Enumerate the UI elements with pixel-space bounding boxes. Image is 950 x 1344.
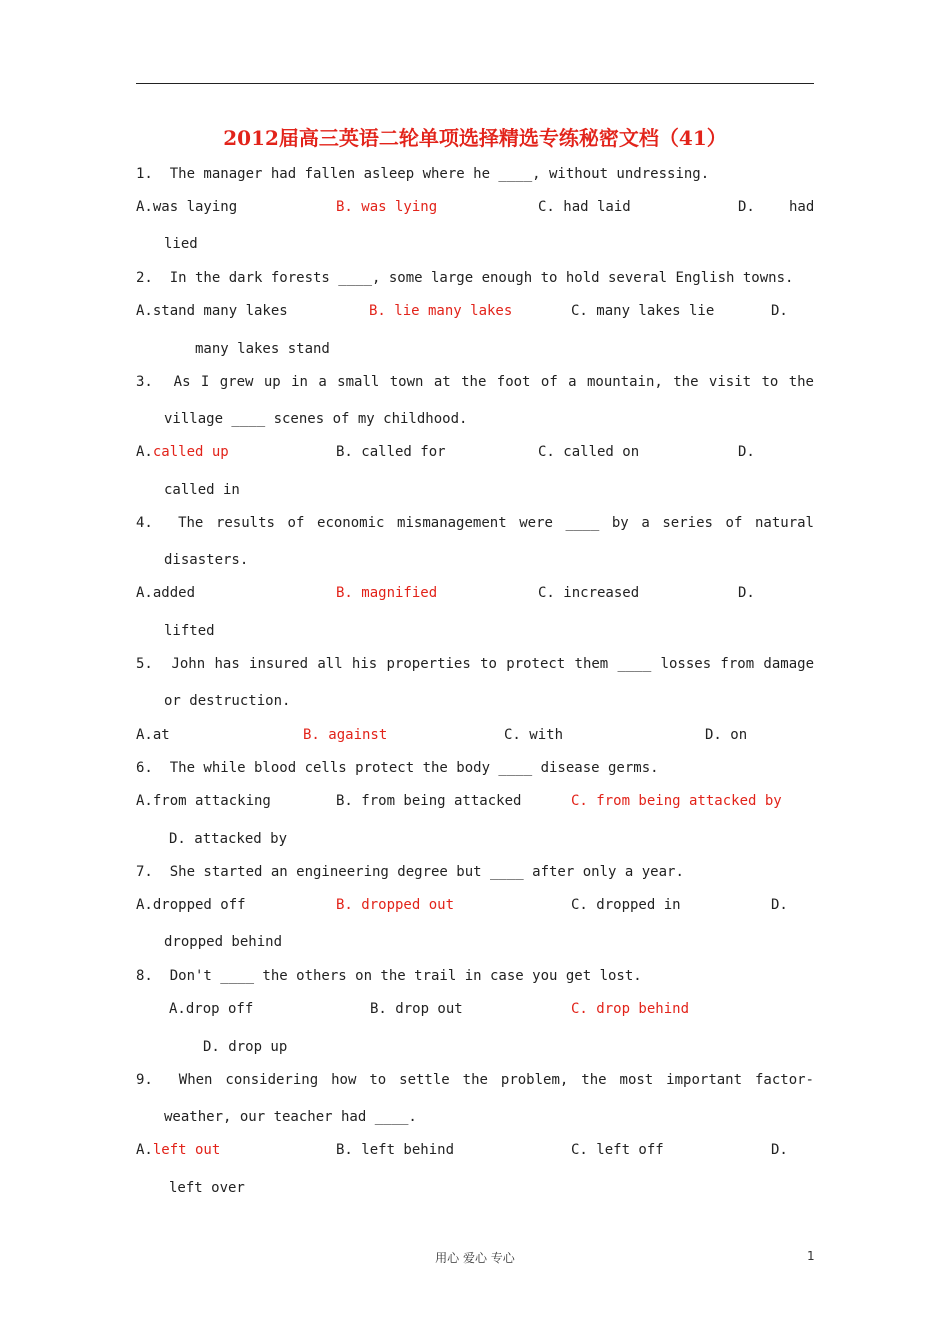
q3-option-d-label: D. [738,444,755,460]
document-title: 2012届高三英语二轮单项选择精选专练秘密文档（41） [223,126,727,150]
q7-option-b-answer: B. dropped out [336,897,455,913]
header-rule [136,83,814,84]
q7-option-d-label: D. [771,897,788,913]
q3-option-b: B. called for [336,444,446,460]
q7-option-a: A.dropped off [136,897,246,913]
q1-option-d-label: D. [738,199,755,215]
question-3-stem-line2: village ____ scenes of my childhood. [164,411,468,427]
question-3-stem-line1: 3. As I grew up in a small town at the foot of a mountain, the visit to the [136,374,814,390]
q8-option-d: D. drop up [203,1039,288,1055]
q1-option-d-cont: lied [164,236,198,252]
q4-option-d-cont: lifted [164,623,215,639]
q1-option-b-answer: B. was lying [336,199,438,215]
q9-option-a-answer: left out [152,1142,221,1158]
q1-option-d-first: had [789,199,815,215]
q1-option-c: C. had laid [538,199,631,215]
q5-option-b-answer: B. against [303,727,388,743]
q9-option-c: C. left off [571,1142,664,1158]
q4-option-c: C. increased [538,585,640,601]
q9-option-a-label: A. [136,1142,153,1158]
q8-option-b: B. drop out [370,1001,463,1017]
q6-option-d: D. attacked by [169,831,288,847]
q9-option-d-cont: left over [169,1180,245,1196]
q8-option-c-answer: C. drop behind [571,1001,690,1017]
question-9-stem-line1: 9. When considering how to settle the problem, the most important factor- [136,1072,814,1088]
q9-option-d-label: D. [771,1142,788,1158]
question-5-stem-line2: or destruction. [164,693,291,709]
q4-option-a: A.added [136,585,196,601]
q9-option-b: B. left behind [336,1142,455,1158]
question-2-stem: 2. In the dark forests ____, some large enough to hold several English towns. [136,270,794,286]
q2-option-a: A.stand many lakes [136,303,288,319]
question-4-stem-line1: 4. The results of economic mismanagement were ____ by a series of natural [136,515,814,531]
q5-option-d: D. on [705,727,748,743]
question-8-stem: 8. Don't ____ the others on the trail in case you get lost. [136,968,642,984]
question-4-stem-line2: disasters. [164,552,249,568]
q8-option-a: A.drop off [169,1001,254,1017]
q6-option-a: A.from attacking [136,793,271,809]
q6-option-c-answer: C. from being attacked by [571,793,782,809]
q2-option-b-answer: B. lie many lakes [369,303,513,319]
q2-option-d-cont: many lakes stand [195,341,330,357]
q2-option-c: C. many lakes lie [571,303,715,319]
q4-option-d-label: D. [738,585,755,601]
q3-option-a-label: A. [136,444,153,460]
question-9-stem-line2: weather, our teacher had ____. [164,1109,417,1125]
q3-option-d-cont: called in [164,482,240,498]
q1-option-a: A.was laying [136,199,238,215]
q3-option-a [136,443,229,461]
q3-option-a-answer: called up [152,444,229,460]
q5-option-c: C. with [504,727,564,743]
page-number: 1 [807,1249,815,1263]
question-6-stem: 6. The while blood cells protect the body ____ disease germs. [136,760,659,776]
question-7-stem: 7. She started an engineering degree but ____ after only a year. [136,864,684,880]
q2-option-d-label: D. [771,303,788,319]
q4-option-b-answer: B. magnified [336,585,438,601]
q7-option-d-cont: dropped behind [164,934,283,950]
page-footer: 用心 爱心 专心 [435,1251,515,1265]
question-5-stem-line1: 5. John has insured all his properties to protect them ____ losses from damage [136,656,814,672]
q9-option-a [136,1141,220,1159]
q6-option-b: B. from being attacked [336,793,522,809]
q7-option-c: C. dropped in [571,897,681,913]
q3-option-c: C. called on [538,444,640,460]
question-1-stem: 1. The manager had fallen asleep where he ____, without undressing. [136,166,710,182]
q5-option-a: A.at [136,727,170,743]
